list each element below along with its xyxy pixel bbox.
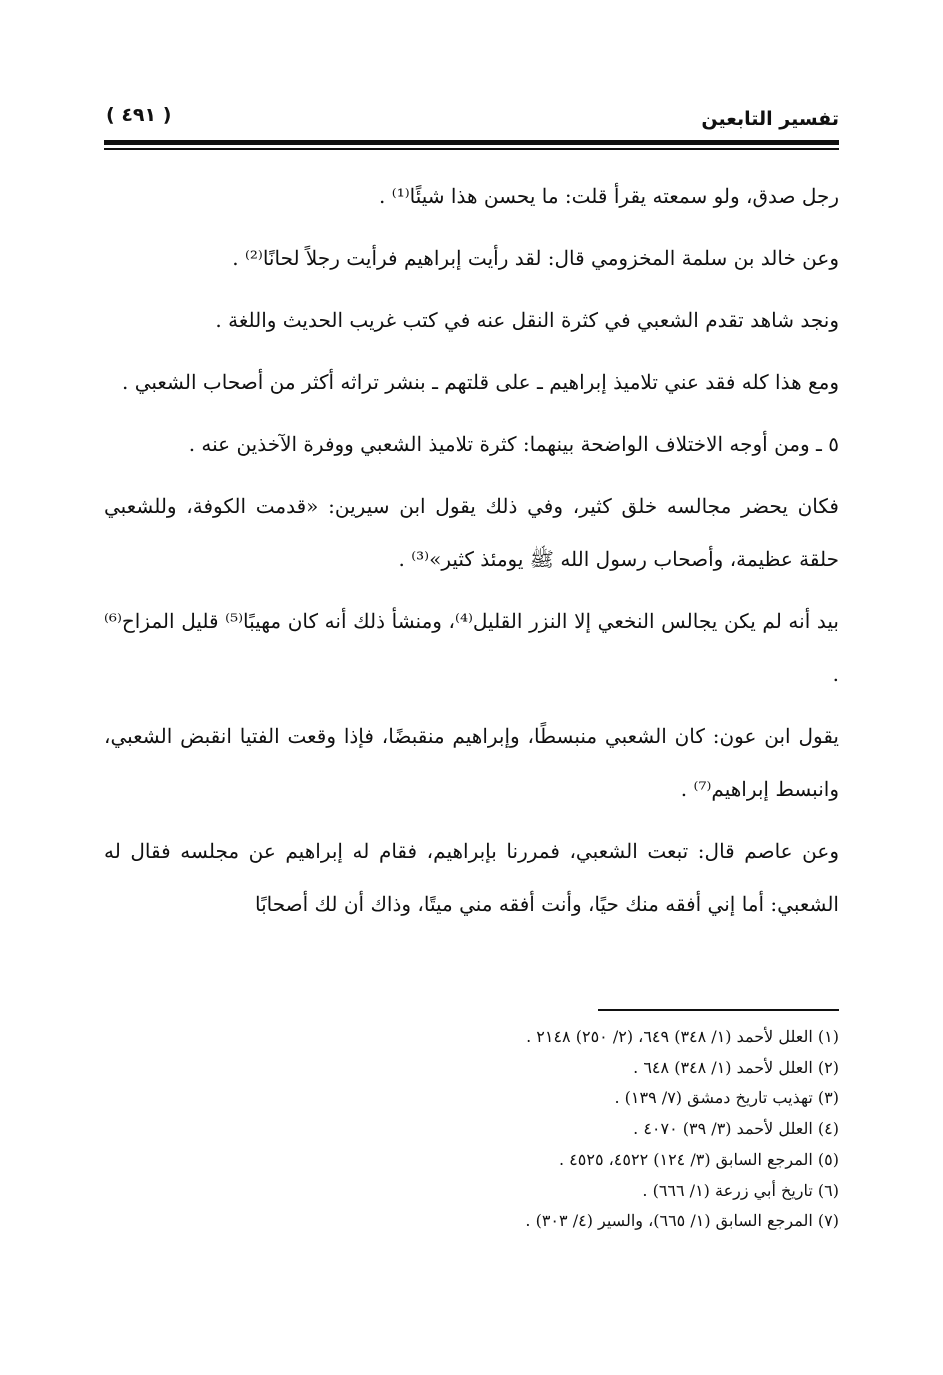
paragraph: ونجد شاهد تقدم الشعبي في كثرة النقل عنه في كتب غريب الحديث واللغة .	[215, 308, 839, 332]
footnote: (٣) تهذيب تاريخ دمشق (٧/ ١٣٩) .	[614, 1088, 839, 1108]
header-rule-thin	[104, 148, 839, 150]
paragraph: وعن عاصم قال: تبعت الشعبي، فمررنا بإبراهيم، فقام له إبراهيم عن مجلسه فقال له الشعبي: أما إني أفقه منك حيًا، وأنت أفقه مني ميتًا، وذاك أن لك أصحابًا	[104, 839, 840, 916]
footnotes	[104, 1022, 839, 1237]
footnote: (٥) المرجع السابق (٣/ ١٢٤) ٤٥٢٢، ٤٥٢٥ .	[558, 1149, 839, 1169]
paragraph: بيد أنه لم يكن يجالس النخعي إلا النزر القليل⁽⁴⁾، ومنشأ ذلك أنه كان مهيبًا⁽⁵⁾ قليل المزاح⁽⁶⁾ .	[104, 609, 839, 686]
footnote: (٧) المرجع السابق (١/ ٦٦٥)، والسير (٤/ ٣٠٣) .	[525, 1211, 839, 1231]
footnote: (٤) العلل لأحمد (٣/ ٣٩) ٤٠٧٠ .	[633, 1119, 839, 1139]
paragraph: فكان يحضر مجالسه خلق كثير، وفي ذلك يقول ابن سيرين: «قدمت الكوفة، وللشعبي حلقة عظيمة، وأصحاب رسول الله ﷺ يومئذ كثير»⁽³⁾ .	[104, 494, 839, 571]
header-title: تفسير التابعين	[701, 108, 839, 130]
footnote: (١) العلل لأحمد (١/ ٣٤٨) ٦٤٩، (٢/ ٢٥٠) ٢١٤٨ .	[526, 1027, 839, 1046]
page-number: ( ٤٩١ )	[106, 104, 172, 126]
header-rule-thick	[104, 140, 839, 145]
running-header	[104, 98, 839, 138]
paragraph: ومع هذا كله فقد عني تلاميذ إبراهيم ـ على قلتهم ـ بنشر تراثه أكثر من أصحاب الشعبي .	[121, 370, 839, 394]
paragraph: ٥ ـ ومن أوجه الاختلاف الواضحة بينهما: كثرة تلاميذ الشعبي ووفرة الآخذين عنه .	[188, 432, 839, 456]
paragraph: وعن خالد بن سلمة المخزومي قال: لقد رأيت إبراهيم فرأيت رجلاً لحانًا⁽²⁾ .	[232, 246, 839, 270]
main-text	[104, 170, 839, 940]
footnote: (٢) العلل لأحمد (١/ ٣٤٨) ٦٤٨ .	[633, 1057, 839, 1077]
footnote: (٦) تاريخ أبي زرعة (١/ ٦٦٦) .	[642, 1180, 839, 1200]
paragraph: يقول ابن عون: كان الشعبي منبسطًا، وإبراهيم منقبضًا، فإذا وقعت الفتيا انقبض الشعبي، وانبسط إبراهيم⁽⁷⁾ .	[104, 724, 839, 801]
footnote-separator	[598, 1009, 839, 1011]
paragraph: رجل صدق، ولو سمعته يقرأ قلت: ما يحسن هذا شيئًا⁽¹⁾ .	[379, 184, 839, 208]
